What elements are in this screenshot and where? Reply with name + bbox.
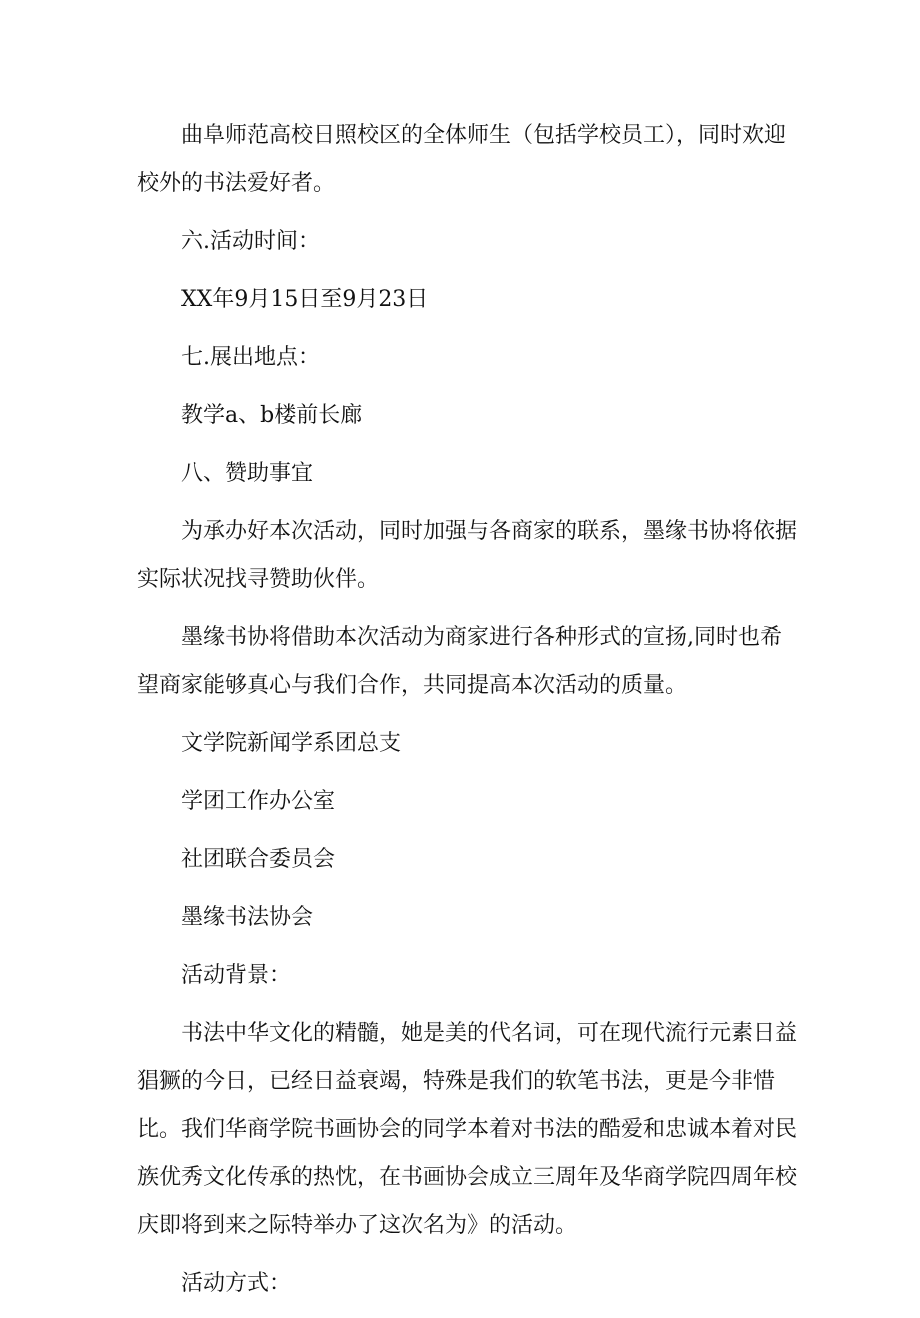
paragraph-sponsorship-2: 墨缘书协将借助本次活动为商家进行各种形式的宣扬,同时也希望商家能够真心与我们合作，共同提高本次活动的质量。 [137, 625, 782, 698]
organizer-2: 学团工作办公室 [181, 789, 336, 814]
paragraph-participants: 曲阜师范高校日照校区的全体师生（包括学校员工），同时欢迎校外的书法爱好者。 [137, 123, 787, 196]
organizer-4: 墨缘书法协会 [181, 905, 314, 930]
paragraph-background: 书法中华文化的精髓，她是美的代名词，可在现代流行元素日益猖獗的今日，已经日益衰竭，特殊是我们的软笔书法，更是今非惜比。我们华商学院书画协会的同学本着对书法的酷爱和忠诚本着对民族优秀文化传承的热忱，在书画协会成立三周年及华商学院四周年校庆即将到来之际特举办了这次名为》的活动。 [137, 1021, 798, 1238]
document-body [137, 112, 797, 1318]
heading-exhibition-location: 七.展出地点： [181, 345, 320, 370]
heading-background: 活动背景： [181, 963, 292, 988]
organizer-1: 文学院新闻学系团总支 [181, 731, 402, 756]
organizer-3: 社团联合委员会 [181, 847, 336, 872]
exhibition-location-value: 教学a、b楼前长廊 [181, 403, 363, 428]
heading-activity-time: 六.活动时间： [181, 229, 320, 254]
heading-sponsorship: 八、赞助事宜 [181, 461, 314, 486]
heading-activity-method: 活动方式： [181, 1271, 292, 1296]
paragraph-sponsorship-1: 为承办好本次活动，同时加强与各商家的联系，墨缘书协将依据实际状况找寻赞助伙伴。 [137, 519, 798, 592]
activity-time-value: XX年9月15日至9月23日 [181, 287, 429, 312]
